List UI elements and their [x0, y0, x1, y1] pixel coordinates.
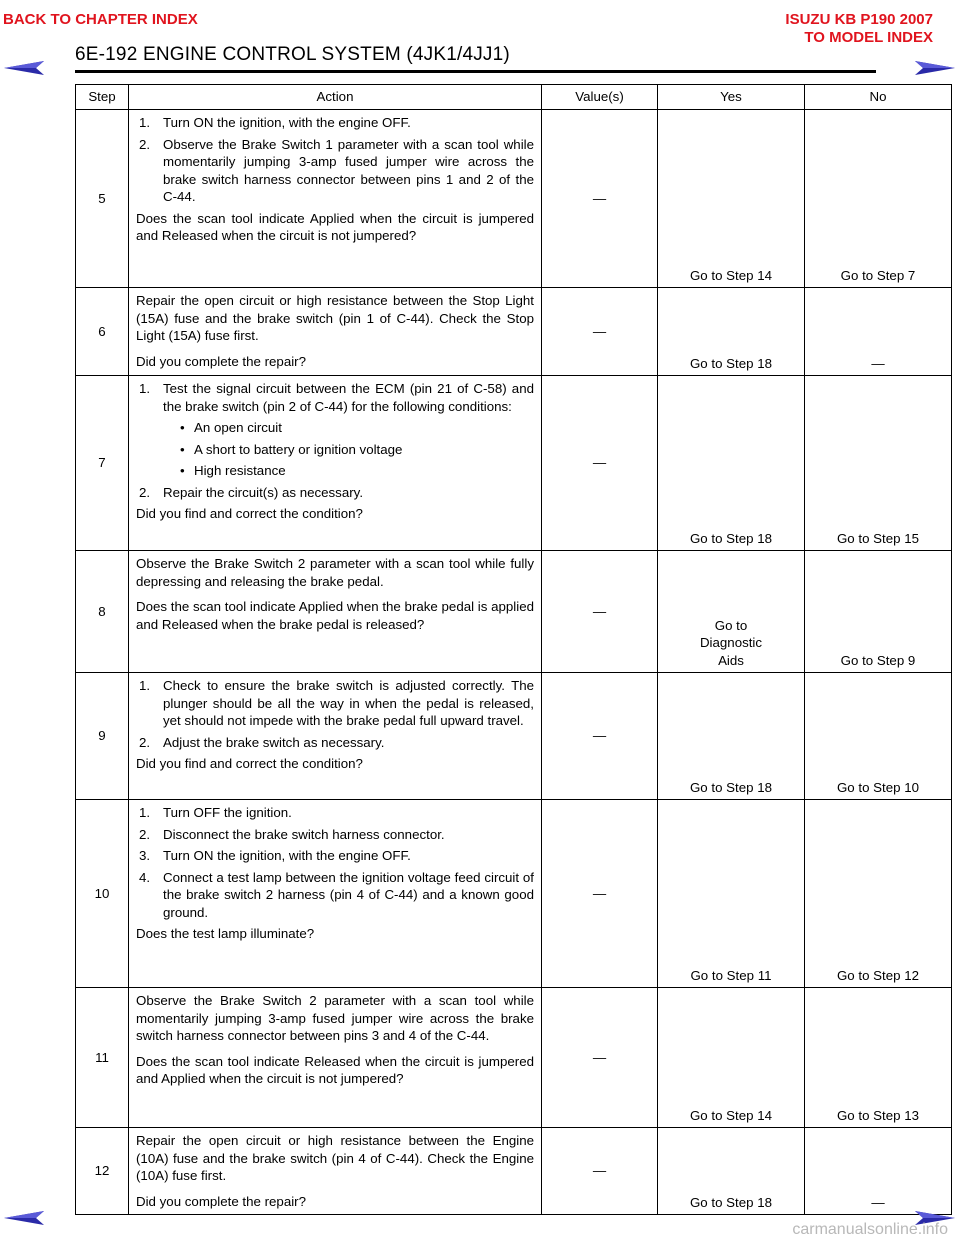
col-header-step: Step — [76, 85, 129, 110]
value-cell: — — [542, 288, 658, 376]
action-item: 2. Adjust the brake switch as necessary. — [139, 734, 385, 750]
table-row — [76, 551, 952, 673]
action-question: Does the test lamp illuminate? — [136, 926, 315, 941]
action-text: Observe the Brake Switch 2 parameter with a scan tool while momentarily jumping 3-amp fused jumper wire across the brake switch harness connector between pins 3 and 4 of the C-44. — [136, 993, 534, 1043]
table-header-row — [76, 85, 952, 110]
arrow-left-icon[interactable] — [2, 1208, 46, 1228]
yes-cell: Go to Diagnostic Aids — [658, 551, 805, 673]
action-item: 2. Repair the circuit(s) as necessary. — [139, 484, 364, 500]
action-question: Does the scan tool indicate Released when the circuit is jumpered and Applied when the circuit is not jumpered? — [136, 1053, 534, 1086]
action-question: Did you complete the repair? — [136, 353, 306, 369]
no-cell: Go to Step 7 — [805, 110, 952, 288]
action-cell — [129, 800, 542, 988]
table-row — [76, 1128, 952, 1215]
value-cell: — — [542, 376, 658, 551]
action-item: 1. Check to ensure the brake switch is adjusted correctly. The plunger should be all the way in when the pedal is released, yet should not impede with the brake pedal full upward travel. — [139, 678, 534, 728]
action-cell — [129, 1128, 542, 1215]
no-cell: Go to Step 12 — [805, 800, 952, 988]
step-number: 8 — [76, 551, 129, 673]
step-number: 11 — [76, 988, 129, 1128]
yes-cell: Go to Step 18 — [658, 288, 805, 376]
back-to-chapter-index-link[interactable]: BACK TO CHAPTER INDEX — [3, 11, 198, 28]
action-item: 2. Observe the Brake Switch 1 parameter with a scan tool while momentarily jumping 3-amp fused jumper wire across the brake switch harness connector between pins 1 and 2 of the C-44. — [139, 136, 534, 204]
col-header-values: Value(s) — [542, 85, 658, 110]
step-number: 9 — [76, 673, 129, 800]
action-cell — [129, 551, 542, 673]
arrow-right-icon[interactable] — [913, 58, 957, 78]
action-text: Repair the open circuit or high resistance between the Engine (10A) fuse and the brake switch (pin 4 of C-44). Check the Engine (10A) fuse first. — [136, 1133, 534, 1183]
yes-cell: Go to Step 18 — [658, 673, 805, 800]
step-number: 10 — [76, 800, 129, 988]
value-cell: — — [542, 551, 658, 673]
action-item: 2. Disconnect the brake switch harness connector. — [139, 826, 445, 842]
value-cell: — — [542, 988, 658, 1128]
table-row — [76, 800, 952, 988]
table-row — [76, 288, 952, 376]
yes-cell: Go to Step 18 — [658, 376, 805, 551]
col-header-yes: Yes — [658, 85, 805, 110]
yes-cell: Go to Step 14 — [658, 988, 805, 1128]
bullet-item: • A short to battery or ignition voltage — [163, 441, 534, 459]
value-cell: — — [542, 800, 658, 988]
action-item: 4. Connect a test lamp between the ignition voltage feed circuit of the brake switch 2 harness (pin 4 of C-44) and a known good ground. — [139, 869, 534, 920]
value-cell: — — [542, 110, 658, 288]
step-number: 6 — [76, 288, 129, 376]
action-cell — [129, 376, 542, 551]
value-cell: — — [542, 1128, 658, 1215]
yes-cell: Go to Step 14 — [658, 110, 805, 288]
table-row — [76, 988, 952, 1128]
action-text: Repair the open circuit or high resistance between the Stop Light (15A) fuse and the brake switch (pin 1 of C-44). Check the Stop Light (15A) fuse first. — [136, 293, 534, 343]
yes-cell: Go to Step 11 — [658, 800, 805, 988]
no-cell: Go to Step 10 — [805, 673, 952, 800]
action-cell — [129, 110, 542, 288]
col-header-no: No — [805, 85, 952, 110]
action-question: Did you find and correct the condition? — [136, 506, 363, 521]
bullet-item: • An open circuit — [163, 419, 534, 437]
diagnostic-table — [75, 84, 952, 1215]
action-item: 3. Turn ON the ignition, with the engine OFF. — [139, 848, 411, 863]
table-row — [76, 110, 952, 288]
action-cell — [129, 288, 542, 376]
no-cell: — — [805, 1128, 952, 1215]
watermark: carmanualsonline.info — [792, 1221, 948, 1238]
step-number: 7 — [76, 376, 129, 551]
action-question: Does the scan tool indicate Applied when the brake pedal is applied and Released when the brake pedal is released? — [136, 599, 534, 632]
action-item: 1. Turn OFF the ignition. — [139, 805, 292, 820]
arrow-left-icon[interactable] — [2, 58, 46, 78]
page-heading: 6E-192 ENGINE CONTROL SYSTEM (4JK1/4JJ1) — [75, 44, 510, 65]
document-title: ISUZU KB P190 2007 — [785, 11, 933, 28]
col-header-action: Action — [129, 85, 542, 110]
yes-cell: Go to Step 18 — [658, 1128, 805, 1215]
action-item: 1. Test the signal circuit between the ECM (pin 21 of C-58) and the brake switch (pin 2 of C-44) for the following conditions: • An open circuit • A short to battery or ignition voltage • High resistance — [136, 380, 534, 480]
no-cell: Go to Step 9 — [805, 551, 952, 673]
action-cell — [129, 673, 542, 800]
action-text: Observe the Brake Switch 2 parameter with a scan tool while fully depressing and releasing the brake pedal. — [136, 556, 534, 589]
action-item: 1. Turn ON the ignition, with the engine OFF. — [139, 115, 411, 130]
table-row — [76, 376, 952, 551]
action-question: Did you find and correct the condition? — [136, 756, 363, 771]
step-number: 5 — [76, 110, 129, 288]
value-cell: — — [542, 673, 658, 800]
action-cell — [129, 988, 542, 1128]
bullet-item: • High resistance — [163, 462, 534, 480]
action-question: Did you complete the repair? — [136, 1193, 306, 1209]
no-cell: Go to Step 13 — [805, 988, 952, 1128]
table-row — [76, 673, 952, 800]
heading-rule — [75, 70, 876, 73]
action-question: Does the scan tool indicate Applied when the circuit is jumpered and Released when the circuit is not jumpered? — [136, 210, 534, 243]
to-model-index-link[interactable]: TO MODEL INDEX — [804, 29, 933, 46]
no-cell: — — [805, 288, 952, 376]
no-cell: Go to Step 15 — [805, 376, 952, 551]
step-number: 12 — [76, 1128, 129, 1215]
